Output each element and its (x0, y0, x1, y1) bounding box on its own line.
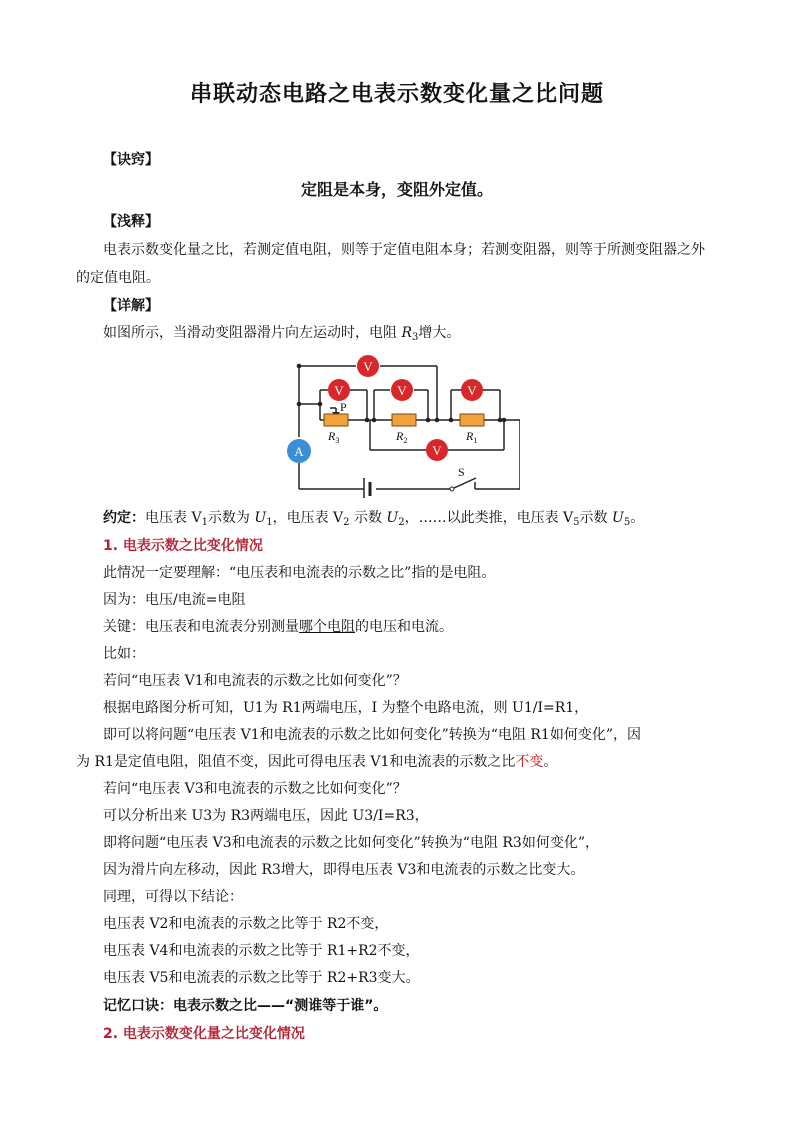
xiangjie-heading: 【详解】 (103, 298, 159, 314)
s1-p12: 因为滑片向左移动，因此 R3增大，即得电压表 V3和电流表的示数之比变大。 (103, 862, 585, 878)
switch-label: S (458, 465, 465, 479)
s1-p9: 若问“电压表 V3和电流表的示数之比如何变化”？ (103, 781, 407, 797)
s1-p10: 可以分析出来 U3为 R3两端电压，因此 U3/I=R3， (103, 808, 429, 824)
qianshi-line2: 的定值电阻。 (76, 270, 160, 286)
svg-text:V: V (432, 443, 442, 458)
page-title: 串联动态电路之电表示数变化量之比问题 (189, 82, 604, 107)
s1-p13: 同理，可得以下结论： (103, 889, 243, 905)
s1-p3: 关键：电压表和电流表分别测量哪个电阻的电压和电流。 (103, 619, 453, 635)
s1-p11: 即将问题“电压表 V3和电流表的示数之比如何变化”转换为“电阻 R3如何变化”， (103, 835, 599, 851)
ammeter-a (287, 439, 311, 463)
label-r3: $R_3$ (328, 429, 340, 445)
s1-p2: 因为：电压/电流=电阻 (103, 592, 246, 608)
voltmeter-v2 (391, 379, 413, 401)
slider-label: P (340, 400, 347, 414)
section2-heading: 2. 电表示数变化量之比变化情况 (103, 1026, 305, 1042)
s1-p8: 为 R1是定值电阻，阻值不变，因此可得电压表 V1和电流表的示数之比不变。 (76, 754, 558, 770)
resistor-r1 (460, 414, 484, 426)
xiangjie-intro: 如图所示，当滑动变阻器滑片向左运动时，电阻 $R_3$增大。 (103, 325, 461, 343)
voltmeter-v4 (426, 439, 448, 461)
s1-p15: 电压表 V4和电流表的示数之比等于 R1+R2不变， (103, 943, 420, 959)
s1-p14: 电压表 V2和电流表的示数之比等于 R2不变， (103, 916, 389, 932)
rule-text: 定阻是本身，变阻外定值。 (300, 180, 493, 199)
s1-p1: 此情况一定要理解：“电压表和电流表的示数之比”指的是电阻。 (103, 565, 496, 581)
s1-p4: 比如： (103, 646, 145, 662)
jueqiao-heading: 【诀窍】 (103, 152, 159, 168)
qianshi-line1: 电表示数变化量之比，若测定值电阻，则等于定值电阻本身；若测变阻器，则等于所测变阻器之外 (103, 242, 705, 258)
s1-p7: 即可以将问题“电压表 V1和电流表的示数之比如何变化”转换为“电阻 R1如何变化”，因 (103, 727, 641, 743)
voltmeter-v3 (328, 379, 350, 401)
svg-text:V: V (334, 383, 344, 398)
label-r2: $R_2$ (396, 429, 408, 445)
voltmeter-v5 (357, 355, 379, 377)
resistor-r3 (324, 414, 348, 426)
s1-p6: 根据电路图分析可知，U1为 R1两端电压，I 为整个电路电流，则 U1/I=R1， (103, 700, 589, 716)
mnemonic: 记忆口诀：电表示数之比——“测谁等于谁”。 (103, 998, 388, 1014)
circuit-diagram (280, 348, 520, 498)
qianshi-heading: 【浅释】 (103, 214, 159, 230)
section1-heading: 1. 电表示数之比变化情况 (103, 538, 263, 554)
svg-text:V: V (397, 383, 407, 398)
svg-text:V: V (467, 383, 477, 398)
voltmeter-v1 (461, 379, 483, 401)
convention-line: 约定：电压表 $V_1$示数为 $U_1$，电压表 $V_2$ 示数 $U_2$，……以此类推，电压表 $V_5$示数 $U_5$。 (103, 510, 645, 528)
svg-text:V: V (363, 359, 373, 374)
s1-p16: 电压表 V5和电流表的示数之比等于 R2+R3变大。 (103, 970, 420, 986)
svg-text:A: A (294, 444, 304, 459)
label-r1: $R_1$ (466, 429, 478, 445)
resistor-r2 (392, 414, 416, 426)
s1-p5: 若问“电压表 V1和电流表的示数之比如何变化”？ (103, 673, 407, 689)
